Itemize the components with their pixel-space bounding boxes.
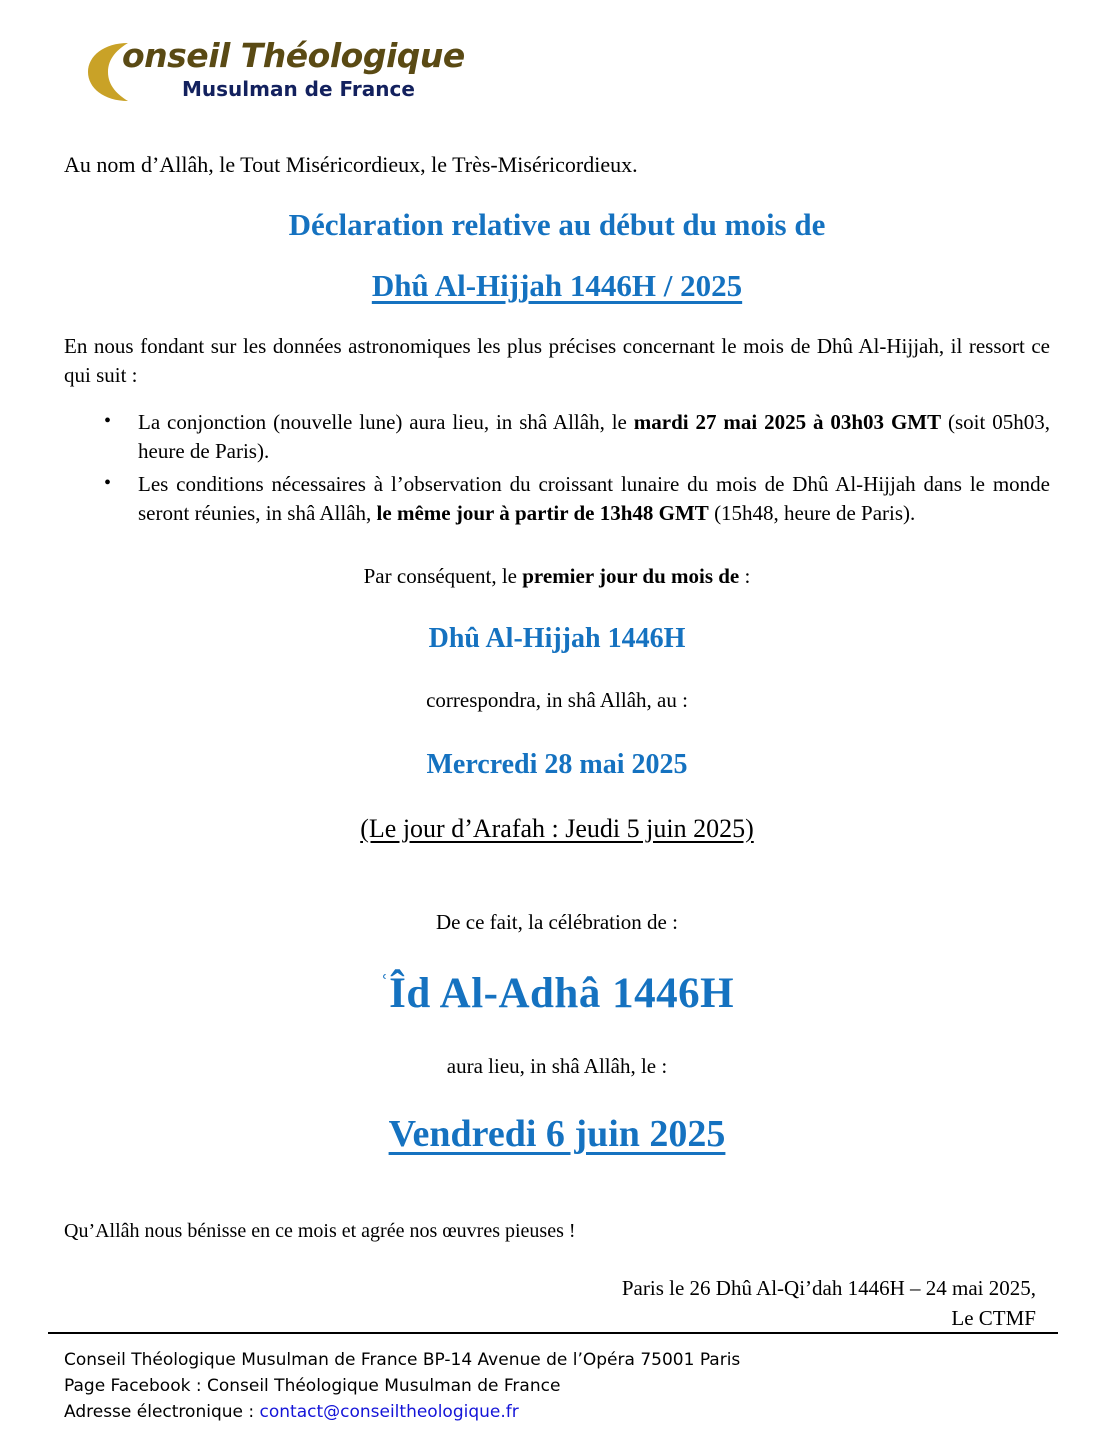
eid-date-heading: Vendredi 6 juin 2025 bbox=[388, 1113, 726, 1156]
bullet-0-after: (soit 05h03, heure de Paris). bbox=[138, 409, 1050, 463]
astronomy-bullet-list bbox=[64, 408, 1050, 528]
arafah-day-line: (Le jour d’Arafah : Jeudi 5 juin 2025) bbox=[360, 813, 754, 843]
list-item bbox=[134, 408, 1050, 466]
logo-line-1: onseil Théologique bbox=[122, 36, 465, 75]
bullet-0-bold: mardi 27 mai 2025 à 03h03 GMT bbox=[633, 409, 942, 434]
bullet-1-bold: le même jour à partir de 13h48 GMT bbox=[376, 500, 709, 525]
ayn-glyph: ʿ bbox=[379, 969, 390, 999]
footer-facebook-line: Page Facebook : Conseil Théologique Musulman de France bbox=[64, 1376, 561, 1396]
intro-paragraph: En nous fondant sur les données astronomiques les plus précises concernant le mois de Dhû Al-Hijjah, il ressort ce qui suit : bbox=[64, 333, 1050, 387]
bullet-1-before: Les conditions nécessaires à l’observation du croissant lunaire du mois de Dhû Al-Hijjah dans le monde seront réunies, in shâ Allâh, bbox=[138, 471, 1050, 525]
first-day-date-heading: Mercredi 28 mai 2025 bbox=[426, 748, 688, 780]
correspondra-line: correspondra, in shâ Allâh, au : bbox=[426, 687, 688, 712]
footer-email-line bbox=[64, 1399, 1044, 1425]
consequent-bold: premier jour du mois de bbox=[522, 563, 740, 588]
declaration-title-line-1: Déclaration relative au début du mois de bbox=[288, 207, 826, 242]
signature-place-date: Paris le 26 Dhû Al-Qi’dah 1446H – 24 mai 2025, bbox=[621, 1275, 1036, 1300]
signature-block bbox=[64, 1273, 1050, 1333]
month-name-heading: Dhû Al-Hijjah 1446H bbox=[428, 622, 686, 654]
eid-name-heading bbox=[64, 967, 1050, 1021]
consequent-before: Par conséquent, le bbox=[363, 563, 523, 588]
logo-line-2: Musulman de France bbox=[182, 77, 415, 101]
eid-name-text: Îd Al-Adhâ 1446H bbox=[389, 969, 735, 1017]
page-footer bbox=[64, 1347, 1044, 1425]
logo-text bbox=[122, 36, 482, 101]
consequent-line bbox=[64, 562, 1050, 591]
bullet-0-before: La conjonction (nouvelle lune) aura lieu, in shâ Allâh, le bbox=[138, 409, 634, 434]
document-body bbox=[64, 150, 1050, 1333]
footer-address-line: Conseil Théologique Musulman de France BP-14 Avenue de l’Opéra 75001 Paris bbox=[64, 1350, 741, 1370]
footer-email-link[interactable]: contact@conseiltheologique.fr bbox=[259, 1402, 519, 1422]
bullet-1-after: (15h48, heure de Paris). bbox=[708, 500, 916, 525]
footer-email-label: Adresse électronique : bbox=[64, 1402, 260, 1422]
blessing-line: Qu’Allâh nous bénisse en ce mois et agrée nos œuvres pieuses ! bbox=[64, 1219, 576, 1242]
ctmf-logo bbox=[84, 36, 484, 112]
footer-divider bbox=[48, 1332, 1058, 1334]
consequent-after: : bbox=[739, 563, 751, 588]
signature-author: Le CTMF bbox=[951, 1305, 1036, 1330]
declaration-title-line-2: Dhû Al-Hijjah 1446H / 2025 bbox=[371, 267, 743, 303]
eid-intro-line: aura lieu, in shâ Allâh, le : bbox=[446, 1054, 668, 1079]
list-item bbox=[134, 470, 1050, 528]
celebration-intro-line: De ce fait, la célébration de : bbox=[436, 909, 678, 934]
bismillah-line: Au nom d’Allâh, le Tout Miséricordieux, le Très-Miséricordieux. bbox=[64, 152, 638, 177]
